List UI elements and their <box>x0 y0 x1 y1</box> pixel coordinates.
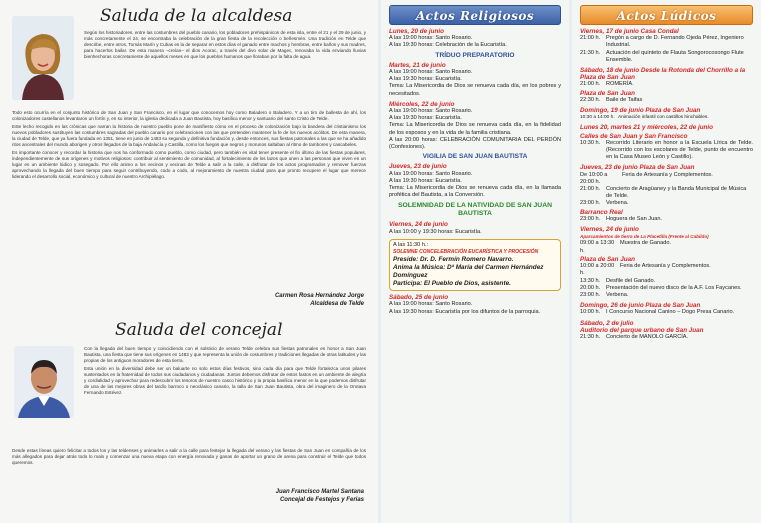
alcaldesa-signature-name: Carmen Rosa Hernández Jorge <box>274 293 364 299</box>
alcaldesa-signature-role: Alcaldesa de Telde <box>310 301 364 307</box>
lud-row <box>580 334 753 341</box>
concejal-paragraph-3: Desde estas líneas quiero felicitar a todos los y las teldenses y animarles a salir a la calle para festejar la llegada del verano y las fiestas de San Juan en compañía de los más allegados para dejar atrás todo lo malo y comenzar una nueva etapa con energía renovada y ganas de aportar un grano de arena para construir el Telde que todos queremos. <box>12 448 366 466</box>
rel-line: A las 19:00 horas: Santo Rosario. <box>389 35 473 42</box>
rel-line: A las 19:00 horas: Santo Rosario. <box>389 170 473 177</box>
lud-row <box>580 240 753 254</box>
rel-line: A las 19:00 horas: Santo Rosario. <box>389 69 473 76</box>
lud-time: 10:00 h. <box>580 309 601 316</box>
rel-box-participa: Participa: El Pueblo de Dios, asistente. <box>393 280 511 288</box>
rel-tema: Tema: La Misericordia de Dios se renueva cada día, en la fidelidad de los esposos y en la vida de la familia cristiana. <box>389 122 561 136</box>
lud-desc: Concierto de MANOLO GARCÍA. <box>606 333 689 340</box>
concejal-signature <box>144 488 364 504</box>
rel-line: A las 19:30 horas: Celebración de la Eucaristía. <box>389 42 507 49</box>
rel-box-time: A las 11:30 h.: <box>393 241 429 248</box>
lud-time: 22:30 h. <box>580 96 601 103</box>
concejal-text-full <box>12 448 366 468</box>
lud-time: 10:30 h. <box>580 139 601 146</box>
lud-row <box>580 35 753 49</box>
rel-date-4: Jueves, 23 de junio <box>389 163 447 171</box>
rel-heading-triduo: TRÍDUO PREPARATORIO <box>435 51 515 59</box>
lud-desc: Feria de Artesanía y Complementos. <box>620 263 711 270</box>
alcaldesa-title: Saluda de la alcaldesa <box>100 6 293 26</box>
lud-desc: ROMERÍA. <box>606 81 634 88</box>
lud-time: 10:00 a 20:00 h. <box>580 263 615 277</box>
lud-row <box>580 81 753 88</box>
lud-row <box>580 50 753 64</box>
concejal-text <box>84 346 366 398</box>
alcaldesa-paragraph-4: Es importante conocer y recordar la historia que nos ha conformado como pueblo, como ciudad, pero también es vital tener presente el fin último de las fiestas populares, independientemente de sus orígenes y motivos religiosos: contribuir al sentimiento de comunidad, al fortalecimiento de los lazos que unen a las personas que viven en un lugar en un ambiente lúdico y sosegado. Por ello animo a los vecinos y vecinas de Telde a salir a la calle, a disfrutar de los actos programados y remover fuerzas aprovechando la llegada del buen tiempo para seguir contribuyendo, codo a codo, al mejoramiento de nuestra ciudad para que pronto recupere el lugar que merece liderando el desarrollo social, económico y cultural de nuestro Archipiélago. <box>12 149 366 179</box>
concejal-paragraph-1: Con la llegada del buen tiempo y coincidiendo con el solsticio de verano Telde celebra sus fiestas patronales en honor a San Juan Bautista, una fiesta que tiene sus orígenes en 1483 y que representa la unión de costumbres y tradiciones llegadas de otras latitudes y las propias de los antiguos moradores de esta tierra. <box>84 346 366 364</box>
lud-place: Plaza de San Juan <box>580 255 635 263</box>
alcaldesa-text <box>84 30 366 62</box>
lud-date-3: Domingo, 19 de junio Plaza de San Juan <box>580 107 701 115</box>
lud-place: Barranco Real <box>580 208 623 216</box>
rel-date-3: Miércoles, 22 de junio <box>389 100 455 108</box>
lud-desc: Feria de Artesanía y Complementos. <box>622 171 713 178</box>
lud-row <box>580 172 753 186</box>
lud-desc: Presentación del nuevo disco de la A.F. Los Faycanes. <box>606 284 742 291</box>
lud-time: 21:00 h. <box>580 186 601 193</box>
lud-time: 09:00 a 13:30 h. <box>580 240 615 254</box>
lud-place: Aparcamientos de tierra de La Placetilla (Frente al Cabildo) <box>580 234 709 240</box>
lud-desc: I Concurso Nacional Canino – Dogo Presa Canario. <box>606 309 735 316</box>
lud-time: 23:00 h. <box>580 291 601 298</box>
lud-row <box>580 309 753 316</box>
rel-heading-vigilia: VIGILIA DE SAN JUAN BAUTISTA <box>422 153 528 161</box>
concejal-title: Saluda del concejal <box>115 320 283 340</box>
lud-time: 21:30 h. <box>580 333 601 340</box>
saludas-page <box>0 0 378 523</box>
lud-date-6: Viernes, 24 de junio <box>580 226 639 234</box>
lud-desc: Animación infantil con castillos hinchables. <box>618 115 709 121</box>
lud-desc: Recorrido Literario en honor a la Escuela Lírica de Telde. (Recorrido con los escolares de Telde, punto de encuentro en la Casa Museo León y Castillo). <box>606 139 753 161</box>
rel-date-6: Sábado, 25 de junio <box>389 294 449 302</box>
lud-row <box>580 97 753 104</box>
alcaldesa-paragraph-1: Según los historiadores, entre las costumbres del pueblo canario, los pobladores prehispánicos de esta isla, entre el 21 y el 29 de junio, y más concretamente el 24, se encontraba la celebración de la gran fiesta de la recolección o beñesmén. Una tradición en Telde que describe, entre otros, Tomás Marín y Cubas es la de separar en estos días el ganado entre machos y hembras, entre baños y sus madres, para hacerlos bailar. De esta manera –creían– el dios Acorac, a través del divo solar de Magec, renovaba la vida enviando lluvias bienhechoras concretamente de aquellos meses en que los pueblos humanos que lloraban por la falta de agua. <box>84 30 366 60</box>
lud-time: 13:30 h. <box>580 277 601 284</box>
rel-line: A las 10:00 y 19:30 horas: Eucaristía. <box>389 228 482 235</box>
alcaldesa-paragraph-2: Todo esto ocurría en el conjunto histórico de San Juan y San Francisco, en el lugar que conocemos hoy como Baladero o Baladero. Y a un tiro de ballesta de ahí, los colonizadores castellanos levantaron un fortín y, en su interior, la iglesia dedicada a Juan Bautista, hoy basílica menor y santuario del santo Cristo de Telde. <box>12 110 366 122</box>
alcaldesa-paragraph-3: Este lecho recogido en las crónicas que narran la historia de nuestro pueblo pone de manifiesto cómo en el proceso de colonización bajo la bandera del cristianismo los nuevos pobladores sustituyen las costumbres sagradas del pueblo canario por celebraciones con las que pretenden mantener la fe de los nuevos acólitos. De esta manera, la ciudad de Telde, que ya fuera fundada en 1351, tiene en junio de 1483 su segunda y definitiva fundación y, desde entonces, sus fiestas patronales a las que se ha añadido ritos ancestrales del mundo aborigen y otros llegados de la baja Andalucía y Castilla, como los fuegos que negros y morunos saltaban al ritmo de tambores y cascabeles. <box>12 123 366 147</box>
lud-desc: Verbena. <box>606 291 629 298</box>
lud-date-7: Domingo, 26 de junio Plaza de San Juan <box>580 302 701 310</box>
rel-box-title: SOLEMNE CONCELEBRACIÓN EUCARÍSTICA Y PROCESIÓN <box>393 249 539 256</box>
rel-date-2: Martes, 21 de junio <box>389 61 446 69</box>
lud-row <box>580 114 753 121</box>
lud-place: Plaza de San Juan <box>580 89 635 97</box>
rel-line: A las 19:00 horas: Santo Rosario. <box>389 301 473 308</box>
concejal-paragraph-2: Esta unión en la diversidad debe ser un baluarte no solo estos días festivos, sino cada día para que Telde fortalezca unos pilares sustentados en la fraternidad de todos sus ciudadanos y ciudadanas. Juntos debemos disfrutar de estos fastos en un ambiente de alegría y cordialidad y aprovechar para redescubrir los tesoros de nuestro casco histórico y la propia basílica menor en la que podemos disfrutar de una de las mejores obras del tardío barroco o neoclásico canario, la talla de San Juan Bautista, obra del imaginero de la Orotava Fernando Estévez. <box>84 365 366 396</box>
lud-date-2: Sábado, 18 de junio Desde la Rotonda del Chorrillo a la Plaza de San Juan <box>580 67 746 82</box>
concejal-signature-name: Juan Francisco Martel Santana <box>275 489 364 495</box>
lud-row <box>580 186 753 200</box>
lud-time: 20:00 h. <box>580 284 601 291</box>
lud-time: 21:00 h. <box>580 35 601 42</box>
lud-desc: Concierto de Aragüaney y la Banda Municipal de Música de Telde. <box>606 186 747 200</box>
rel-line: A las 19:30 horas: Eucaristía. <box>389 76 462 83</box>
alcaldesa-signature <box>144 292 364 308</box>
lud-date-1: Viernes, 17 de junio Casa Condal <box>580 28 679 35</box>
lud-desc: Pregón a cargo de D. Fernando Ojeda Pérez, Ingeniero Industrial. <box>606 35 744 49</box>
lud-row <box>580 140 753 162</box>
rel-line: A las 19:30 horas: Eucaristía por los difuntos de la parroquia. <box>389 308 541 315</box>
lud-desc: Desfile del Ganado. <box>606 277 656 284</box>
rel-procesion-box <box>389 239 561 291</box>
lud-desc: Muestra de Ganado. <box>620 240 671 247</box>
alcaldesa-text-full <box>12 110 366 182</box>
rel-box-preside: Preside: Dr. D. Fermín Romero Navarro. <box>393 256 514 264</box>
lud-place: Auditorio del parque urbano de San Juan <box>580 326 704 334</box>
lud-date-8: Sábado, 2 de julio <box>580 319 634 327</box>
concejal-photo <box>14 346 74 418</box>
lud-row <box>580 263 753 277</box>
rel-box-anima: Anima la Música: Dª María del Carmen Hernández Domínguez <box>393 264 544 280</box>
rel-line: A las 19:00 horas: Santo Rosario. <box>389 108 473 115</box>
lud-row <box>580 200 753 207</box>
ludicos-banner: Actos Lúdicos <box>580 5 753 25</box>
lud-time: 23:00 h. <box>580 215 601 222</box>
rel-line: A las 19:30 horas: Eucaristía. <box>389 115 462 122</box>
lud-row <box>580 292 753 299</box>
lud-date-4: Lunes 20, martes 21 y miércoles, 22 de junio <box>580 124 713 132</box>
lud-time: 21:30 h. <box>580 49 601 56</box>
rel-date-5: Viernes, 24 de junio <box>389 221 448 229</box>
ludicos-column <box>572 0 761 523</box>
rel-heading-solemnidad: SOLEMNIDAD DE LA NATIVIDAD DE SAN JUAN BAUTISTA <box>397 202 553 218</box>
lud-desc: Hoguera de San Juan. <box>606 215 662 222</box>
lud-time: 10:30 a 14:00 h. <box>580 115 615 121</box>
religiosos-column <box>381 0 569 523</box>
lud-desc: Baile de Taifas <box>606 96 643 103</box>
religiosos-banner: Actos Religiosos <box>389 5 561 25</box>
lud-desc: Verbena. <box>606 200 629 207</box>
rel-date-1: Lunes, 20 de junio <box>389 28 444 35</box>
lud-date-5: Jueves, 23 de junio Plaza de San Juan <box>580 164 695 172</box>
lud-place: Calles de San Juan y San Francisco <box>580 132 688 140</box>
lud-row <box>580 216 753 223</box>
lud-time: 23:00 h. <box>580 200 601 207</box>
lud-time: De 10:00 a 20:00 h. <box>580 171 608 185</box>
lud-time: 21:00 h. <box>580 81 601 88</box>
rel-line: A las 20:00 horas: CELEBRACIÓN COMUNITARIA DEL PERDÓN (Confesiones). <box>389 136 561 151</box>
lud-desc: Actuación del quinteto de Flauta Songorocosongo Flute Ensemble. <box>606 49 744 63</box>
lud-row <box>580 278 753 285</box>
alcaldesa-photo <box>12 16 74 100</box>
lud-row <box>580 285 753 292</box>
rel-tema: Tema: La Misericordia de Dios se renueva cada día, en la llamada profética del Bautista, a la Conversión. <box>389 185 561 199</box>
rel-tema: Tema: La Misericordia de Dios se renueva cada día, en los pobres y necesitados. <box>389 83 561 97</box>
concejal-signature-role: Concejal de Festejos y Ferias <box>279 497 364 503</box>
rel-line: A las 19:30 horas: Eucaristía. <box>389 177 462 184</box>
